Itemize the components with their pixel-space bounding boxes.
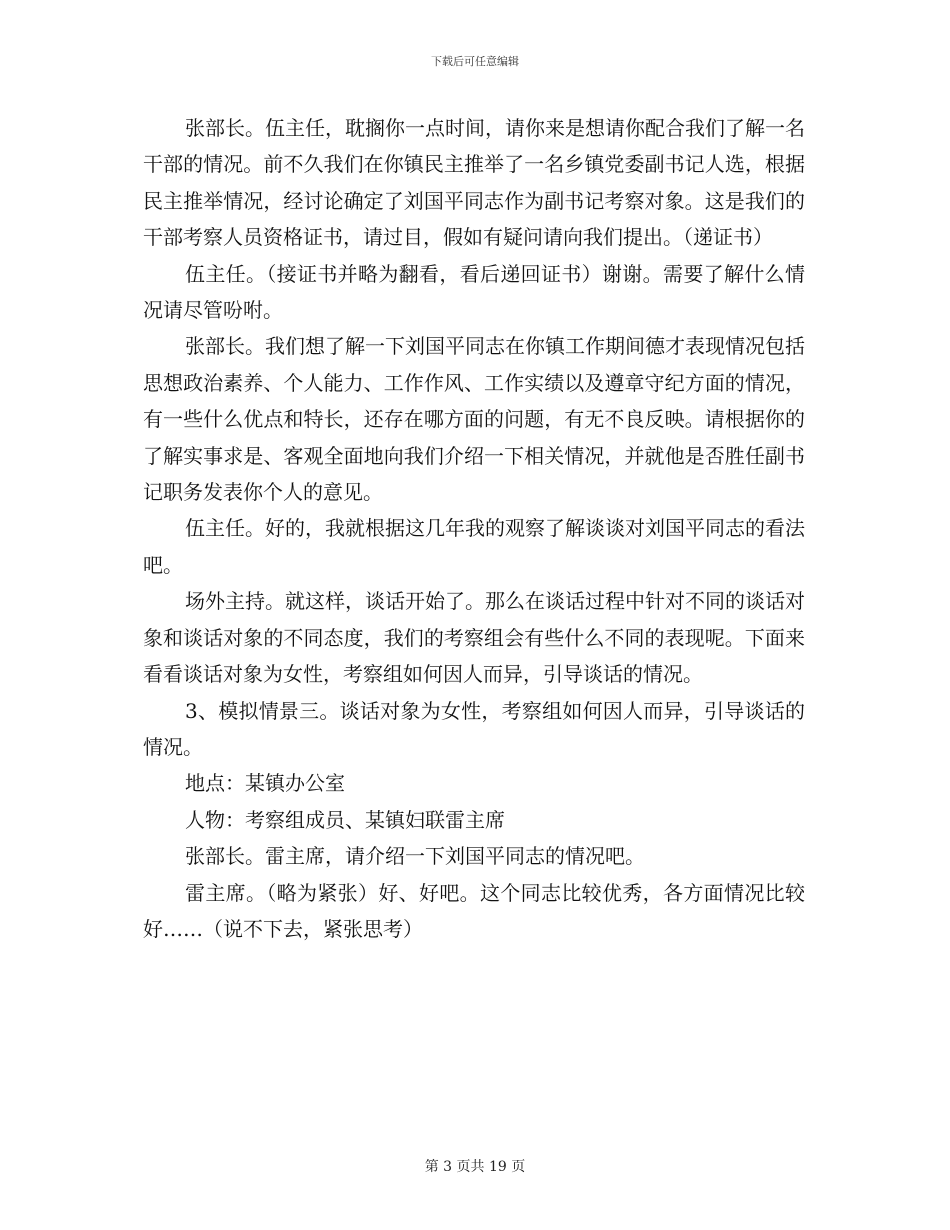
page-header-note: 下载后可任意编辑 [431,55,519,68]
paragraph: 场外主持。就这样，谈话开始了。那么在谈话过程中针对不同的谈话对象和谈话对象的不同态度，我们的考察组会有些什么不同的表现呢。下面来看看谈话对象为女性，考察组如何因人而异，引导谈话的情况。 [143,589,805,687]
paragraph: 伍主任。好的，我就根据这几年我的观察了解谈谈对刘国平同志的看法吧。 [143,516,805,577]
paragraph: 3、模拟情景三。谈话对象为女性，考察组如何因人而异，引导谈话的情况。 [143,698,805,759]
page-number: 第 3 页共 19 页 [424,1159,526,1175]
paragraph: 伍主任。（接证书并略为翻看，看后递回证书）谢谢。需要了解什么情况请尽管吩咐。 [143,261,805,323]
paragraph: 雷主席。（略为紧张）好、好吧。这个同志比较优秀，各方面情况比较好……（说不下去，紧张思考） [143,880,805,941]
document-body [143,110,805,947]
paragraph: 地点：某镇办公室 [185,771,345,796]
paragraph: 张部长。我们想了解一下刘国平同志在你镇工作期间德才表现情况包括思想政治素养、个人能力、工作作风、工作实绩以及遵章守纪方面的情况，有一些什么优点和特长，还存在哪方面的问题，有无不良反映。请根据你的了解实事求是、客观全面地向我们介绍一下相关情况，并就他是否胜任副书记职务发表你个人的意见。 [143,334,805,505]
paragraph: 人物：考察组成员、某镇妇联雷主席 [185,807,505,832]
paragraph: 张部长。雷主席，请介绍一下刘国平同志的情况吧。 [185,844,645,869]
paragraph: 张部长。伍主任，耽搁你一点时间，请你来是想请你配合我们了解一名干部的情况。前不久我们在你镇民主推举了一名乡镇党委副书记人选，根据民主推举情况，经讨论确定了刘国平同志作为副书记考察对象。这是我们的干部考察人员资格证书，请过目，假如有疑问请向我们提出。（递证书） [143,116,805,250]
